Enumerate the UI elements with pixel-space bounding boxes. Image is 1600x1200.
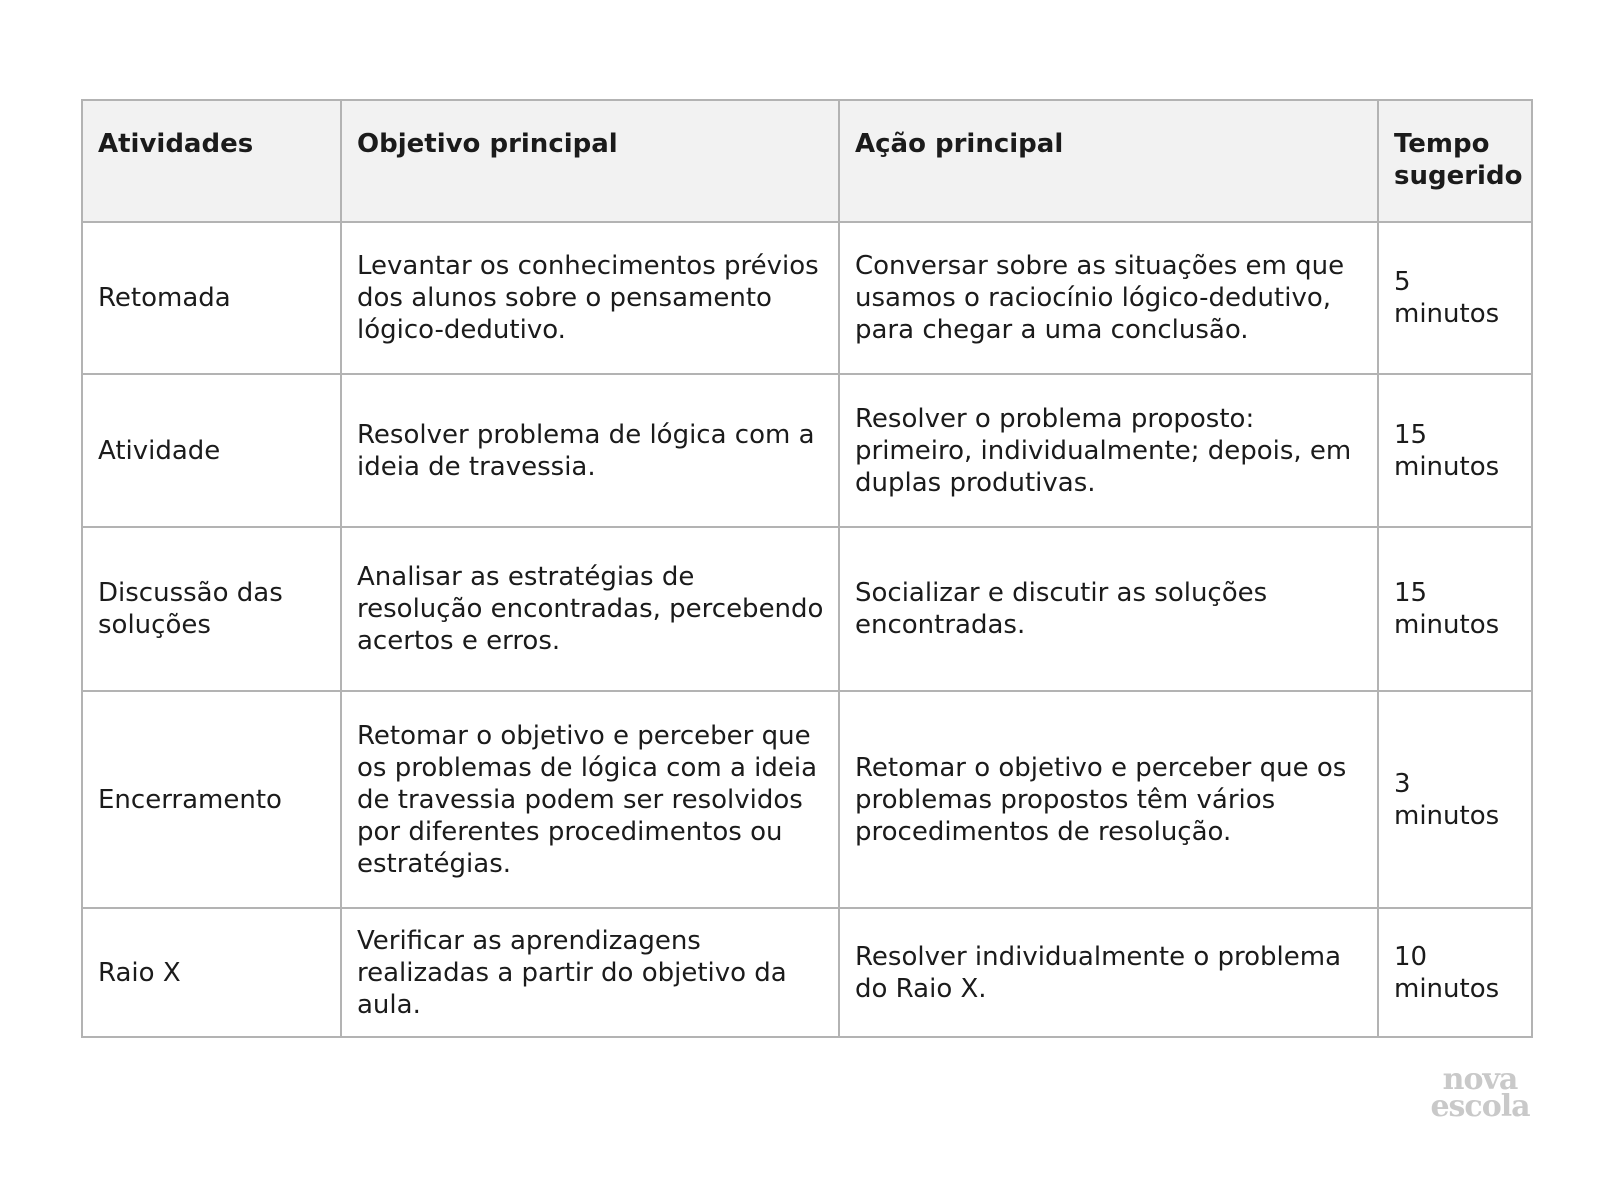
header-atividades: Atividades	[82, 100, 341, 222]
cell-objetivo: Retomar o objetivo e perceber que os problemas de lógica com a ideia de travessia podem ser resolvidos por diferentes procedimentos ou estratégias.	[341, 691, 839, 908]
table-row	[82, 527, 1532, 691]
table-row	[82, 908, 1532, 1037]
table-row	[82, 374, 1532, 527]
cell-acao: Resolver individualmente o problema do Raio X.	[839, 908, 1378, 1037]
cell-objetivo: Verificar as aprendizagens realizadas a partir do objetivo da aula.	[341, 908, 839, 1037]
cell-atividade: Raio X	[82, 908, 341, 1037]
cell-tempo: 3 minutos	[1378, 691, 1532, 908]
table-row	[82, 691, 1532, 908]
cell-acao: Resolver o problema proposto: primeiro, individualmente; depois, em duplas produtivas.	[839, 374, 1378, 527]
cell-objetivo: Levantar os conhecimentos prévios dos alunos sobre o pensamento lógico-dedutivo.	[341, 222, 839, 374]
header-tempo-sugerido: Tempo sugerido	[1378, 100, 1532, 222]
cell-acao: Socializar e discutir as soluções encontradas.	[839, 527, 1378, 691]
table-header	[82, 100, 1532, 222]
lesson-plan-table	[81, 99, 1533, 1038]
cell-atividade: Retomada	[82, 222, 341, 374]
cell-objetivo: Analisar as estratégias de resolução encontradas, percebendo acertos e erros.	[341, 527, 839, 691]
cell-acao: Conversar sobre as situações em que usamos o raciocínio lógico-dedutivo, para chegar a uma conclusão.	[839, 222, 1378, 374]
header-acao-principal: Ação principal	[839, 100, 1378, 222]
cell-acao: Retomar o objetivo e perceber que os problemas propostos têm vários procedimentos de resolução.	[839, 691, 1378, 908]
cell-atividade: Discussão das soluções	[82, 527, 341, 691]
table-row	[82, 222, 1532, 374]
header-objetivo-principal: Objetivo principal	[341, 100, 839, 222]
cell-atividade: Atividade	[82, 374, 341, 527]
cell-tempo: 10 minutos	[1378, 908, 1532, 1037]
logo-line-nova: nova	[1442, 1062, 1518, 1097]
cell-tempo: 15 minutos	[1378, 527, 1532, 691]
logo-line-escola: escola	[1430, 1089, 1530, 1124]
cell-objetivo: Resolver problema de lógica com a ideia de travessia.	[341, 374, 839, 527]
nova-escola-logo	[1420, 1062, 1540, 1124]
header-row	[82, 100, 1532, 222]
cell-tempo: 15 minutos	[1378, 374, 1532, 527]
cell-atividade: Encerramento	[82, 691, 341, 908]
cell-tempo: 5 minutos	[1378, 222, 1532, 374]
table-body	[82, 222, 1532, 1037]
